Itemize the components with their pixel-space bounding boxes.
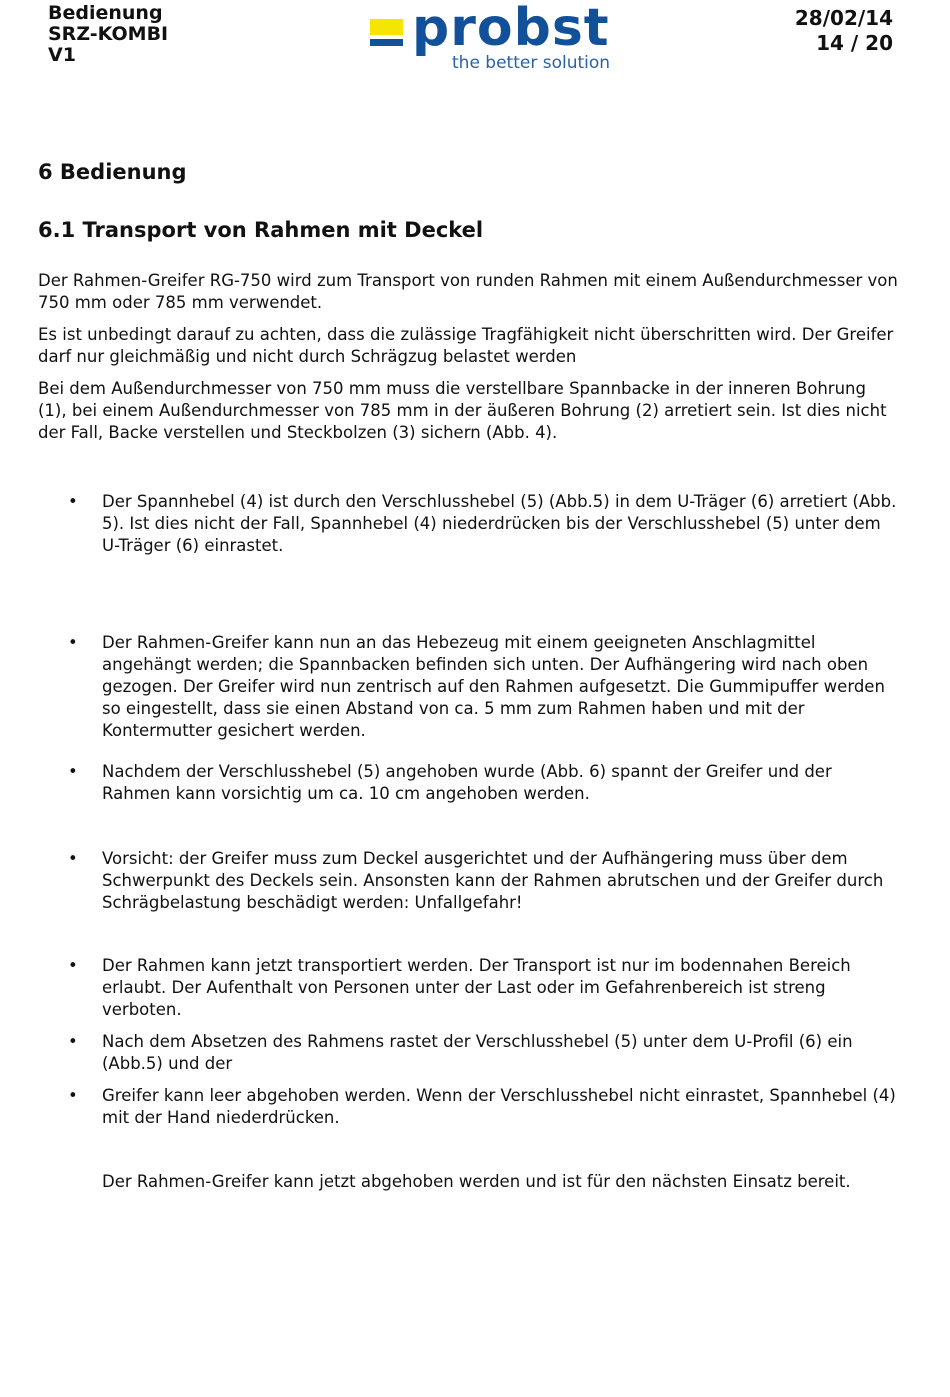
logo-blue-bar — [370, 39, 403, 46]
probst-logo — [370, 0, 620, 76]
list-item: • Nachdem der Verschlusshebel (5) angehoben wurde (Abb. 6) spannt der Greifer und der Rahmen kann vorsichtig um ca. 10 cm angehoben werden. — [102, 761, 897, 805]
paragraph: Der Rahmen-Greifer RG-750 wird zum Transport von runden Rahmen mit einem Außendurchmesser von 750 mm oder 785 mm verwendet. — [38, 271, 898, 312]
logo-tagline: the better solution — [452, 53, 611, 73]
closing-paragraph: Der Rahmen-Greifer kann jetzt abgehoben werden und ist für den nächsten Einsatz bereit. — [102, 1172, 851, 1191]
list-item: • Greifer kann leer abgehoben werden. Wenn der Verschlusshebel nicht einrastet, Spannhebel (4) mit der Hand niederdrücken. — [102, 1085, 897, 1129]
header-right — [795, 6, 893, 56]
paragraph: Bei dem Außendurchmesser von 750 mm muss die verstellbare Spannbacke in der inneren Bohrung (1), bei einem Außendurchmesser von 785 mm in der äußeren Bohrung (2) arretiert sein. Ist dies nicht der Fall, Backe verstellen und Steckbolzen (3) sichern (Abb. 4). — [38, 379, 887, 442]
list-item: • Vorsicht: der Greifer muss zum Deckel ausgerichtet und der Aufhängering muss über dem Schwerpunkt des Deckels sein. Ansonsten kann der Rahmen abrutschen und der Greifer durch Schrägbelastung beschädigt werden: Unfallgefahr! — [102, 848, 897, 914]
logo-word: probst — [412, 0, 610, 58]
header-left — [48, 3, 168, 66]
list-item: • Der Rahmen-Greifer kann nun an das Hebezeug mit einem geeigneten Anschlagmittel angehängt werden; die Spannbacken befinden sich unten. Der Aufhängering wird nach oben gezogen. Der Greifer wird nun zentrisch auf den Rahmen aufgesetzt. Die Gummipuffer werden so eingestellt, dass sie einen Abstand von ca. 5 mm zum Rahmen haben und mit der Kontermutter gesichert werden. — [102, 632, 897, 742]
paragraph: Es ist unbedingt darauf zu achten, dass die zulässige Tragfähigkeit nicht überschritten wird. Der Greifer darf nur gleichmäßig und nicht durch Schrägzug belastet werden — [38, 325, 894, 366]
section-heading: 6 Bedienung — [38, 160, 187, 184]
header-date: 28/02/14 — [794, 6, 893, 30]
header-page: 14 / 20 — [816, 31, 893, 55]
header-version: V1 — [48, 44, 76, 66]
header-product: SRZ-KOMBI — [48, 23, 169, 45]
list-item: • Der Rahmen kann jetzt transportiert werden. Der Transport ist nur im bodennahen Bereich erlaubt. Der Aufenthalt von Personen unter der Last oder im Gefahrenbereich ist streng verboten. — [102, 955, 897, 1021]
list-item: • Der Spannhebel (4) ist durch den Verschlusshebel (5) (Abb.5) in dem U-Träger (6) arretiert (Abb. 5). Ist dies nicht der Fall, Spannhebel (4) niederdrücken bis der Verschlusshebel (5) unter dem U-Träger (6) einrastet. — [102, 491, 897, 557]
subsection-heading: 6.1 Transport von Rahmen mit Deckel — [38, 218, 484, 242]
header-title: Bedienung — [48, 2, 163, 24]
logo-yellow-bar — [370, 19, 403, 35]
list-item: • Nach dem Absetzen des Rahmens rastet der Verschlusshebel (5) unter dem U-Profil (6) ein (Abb.5) und der — [102, 1031, 897, 1075]
